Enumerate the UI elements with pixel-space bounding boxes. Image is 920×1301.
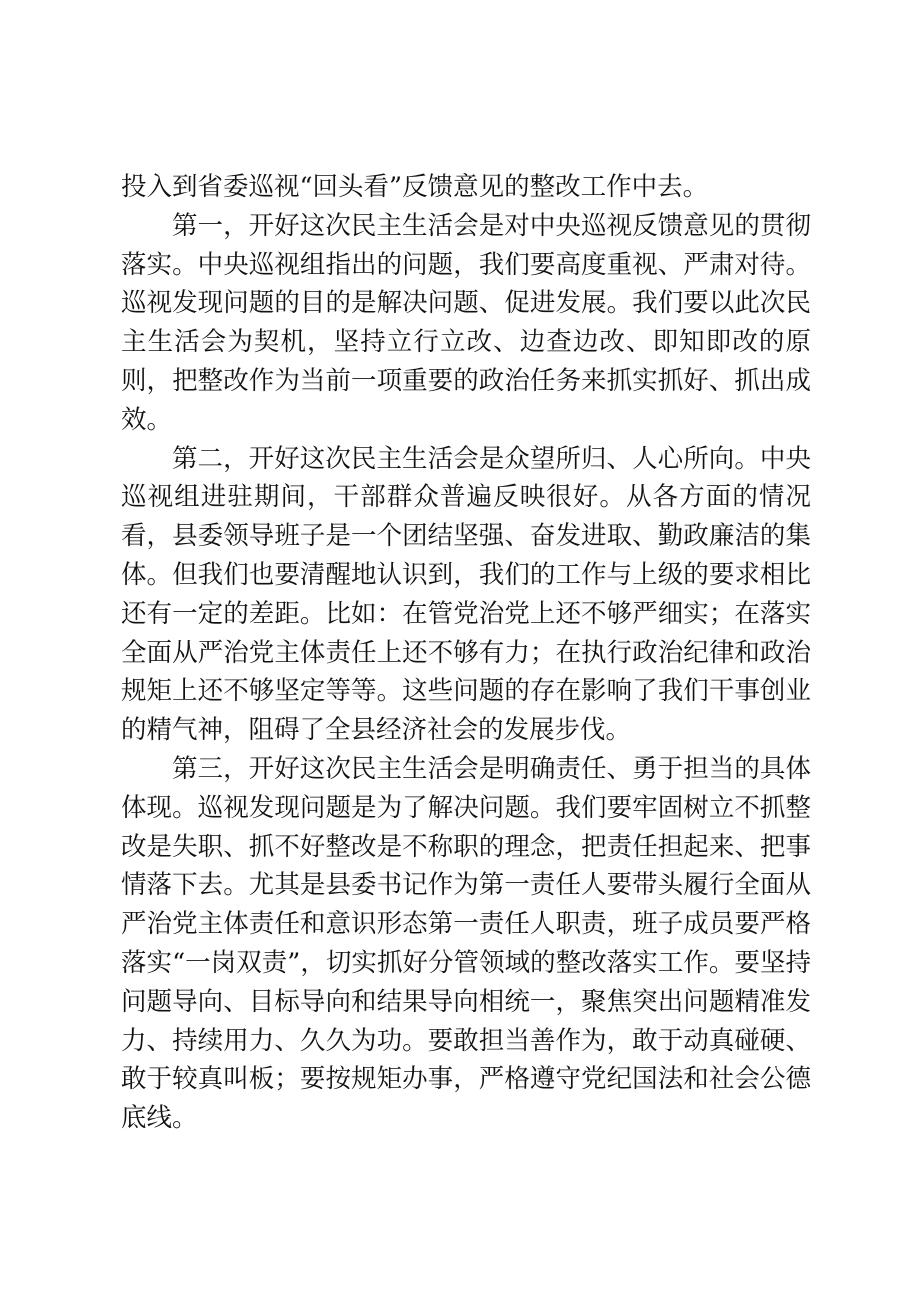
paragraph-third-point: 第三，开好这次民主生活会是明确责任、勇于担当的具体体现。巡视发现问题是为了解决问题。我们要牢固树立不抓整改是失职、抓不好整改是不称职的理念，把责任担起来、把事情落下去。尤其是县委书记作为第一责任人要带头履行全面从严治党主体责任和意识形态第一责任人职责，班子成员要严格落实“一岗双责”，切实抓好分管领域的整改落实工作。要坚持问题导向、目标导向和结果导向相统一，聚焦突出问题精准发力、持续用力、久久为功。要敢担当善作为，敢于动真碰硬、敢于较真叫板；要按规矩办事，严格遵守党纪国法和社会公德底线。: [121, 753, 811, 1134]
document-body: [121, 168, 811, 1138]
paragraph-second-point: 第二，开好这次民主生活会是众望所归、人心所向。中央巡视组进驻期间，干部群众普遍反映很好。从各方面的情况看，县委领导班子是一个团结坚强、奋发进取、勤政廉洁的集体。但我们也要清醒地认识到，我们的工作与上级的要求相比还有一定的差距。比如：在管党治党上还不够严细实；在落实全面从严治党主体责任上还不够有力；在执行政治纪律和政治规矩上还不够坚定等等。这些问题的存在影响了我们干事创业的精气神，阻碍了全县经济社会的发展步伐。: [121, 443, 811, 746]
paragraph-first-point: 第一，开好这次民主生活会是对中央巡视反馈意见的贯彻落实。中央巡视组指出的问题，我们要高度重视、严肃对待。巡视发现问题的目的是解决问题、促进发展。我们要以此次民主生活会为契机，坚持立行立改、边查边改、即知即改的原则，把整改作为当前一项重要的政治任务来抓实抓好、抓出成效。: [121, 210, 811, 435]
paragraph-continuation: 投入到省委巡视“回头看”反馈意见的整改工作中去。: [121, 172, 709, 202]
